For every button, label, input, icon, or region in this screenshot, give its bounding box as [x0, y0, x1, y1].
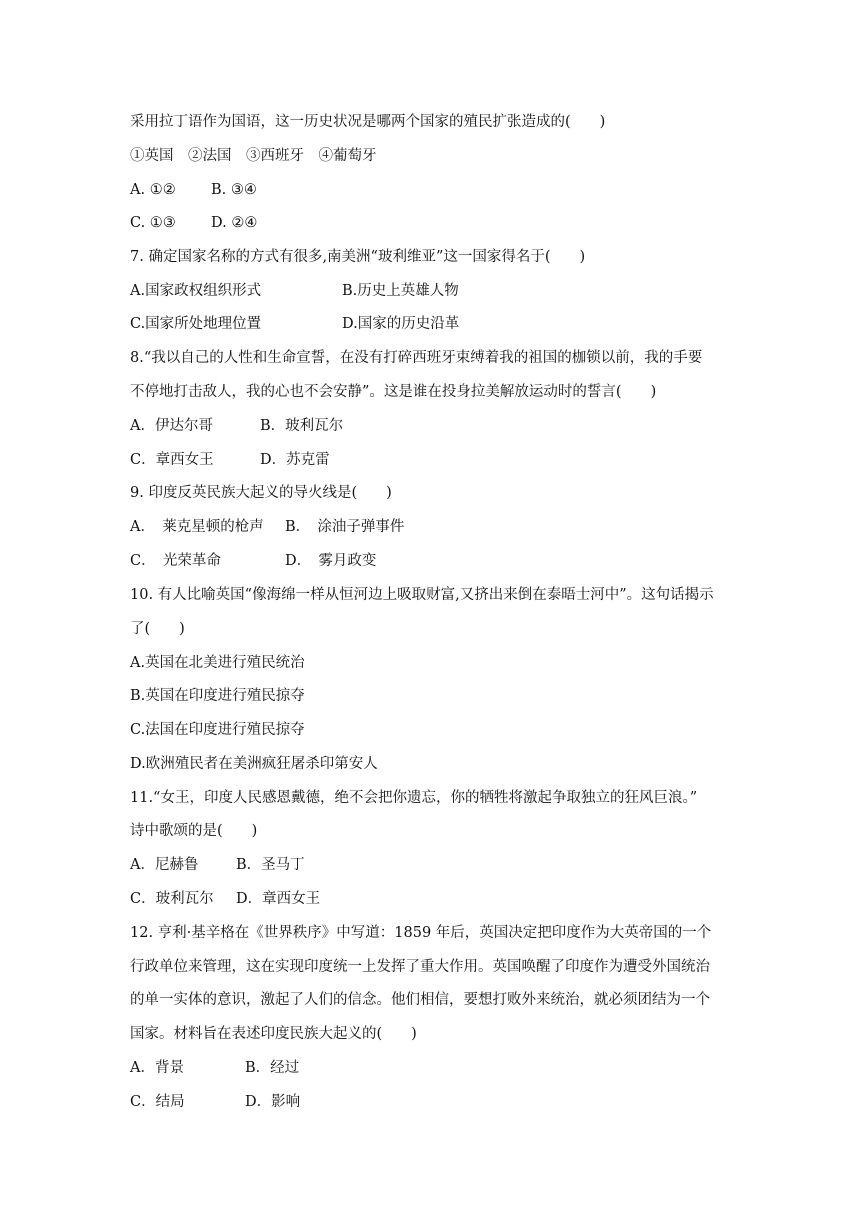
option-a: A．尼赫鲁	[130, 857, 199, 873]
option-row	[130, 889, 740, 909]
question-8-stem: 8.“我以自己的人性和生命宣誓，在没有打碎西班牙束缚着我的祖国的枷锁以前，我的手要	[130, 350, 703, 366]
question-12-stem-cont: 的单一实体的意识，激起了人们的信念。他们相信，要想打败外来统治，就必须团结为一个	[130, 992, 710, 1008]
option-a: A.英国在北美进行殖民统治	[130, 655, 305, 671]
option-b: B.英国在印度进行殖民掠夺	[130, 688, 305, 704]
option-d: D．章西女王	[236, 891, 321, 907]
option-c: C. ①③	[130, 215, 176, 231]
question-10-stem: 10. 有人比喻英国“像海绵一样从恒河边上吸取财富,又挤出来倒在泰晤士河中”。这句话揭示	[130, 587, 714, 603]
option-row	[130, 450, 740, 470]
option-a: A． 莱克星顿的枪声	[130, 519, 264, 535]
question-11-stem-cont: 诗中歌颂的是( )	[130, 823, 258, 839]
question-12-stem-cont: 国家。材料旨在表述印度民族大起义的( )	[130, 1026, 417, 1042]
option-d: D. ②④	[211, 215, 258, 231]
option-c: C．章西女王	[130, 452, 214, 468]
question-12-stem: 12. 亨利·基辛格在《世界秩序》中写道：1859 年后，英国决定把印度作为大英帝国的一个	[130, 925, 712, 941]
option-a: A.国家政权组织形式	[130, 283, 262, 299]
question-10-stem-cont: 了( )	[130, 621, 185, 637]
option-c: C．结局	[130, 1094, 185, 1110]
option-a: A. ①②	[130, 182, 176, 198]
option-row	[130, 281, 740, 301]
option-b: B．玻利瓦尔	[260, 418, 344, 434]
option-b: B．圣马丁	[236, 857, 305, 873]
option-row	[130, 416, 740, 436]
option-b: B． 涂油子弹事件	[285, 519, 405, 535]
question-11-stem: 11.“女王，印度人民感恩戴德，绝不会把你遗忘，你的牺牲将激起争取独立的狂风巨浪。”	[130, 790, 698, 806]
option-row	[130, 180, 740, 200]
option-c: C.法国在印度进行殖民掠夺	[130, 722, 305, 738]
option-b: B.历史上英雄人物	[342, 283, 459, 299]
option-d: D.国家的历史沿革	[342, 316, 460, 332]
question-6-options-list: ①英国 ②法国 ③西班牙 ④葡萄牙	[130, 148, 377, 164]
option-a: A．背景	[130, 1060, 184, 1076]
option-row	[130, 1092, 740, 1112]
option-d: D．影响	[245, 1094, 301, 1110]
question-12-stem-cont: 行政单位来管理，这在实现印度统一上发挥了重大作用。英国唤醒了印度作为遭受外国统治	[130, 959, 710, 975]
option-d: D.欧洲殖民者在美洲疯狂屠杀印第安人	[130, 756, 378, 772]
question-6-stem: 采用拉丁语作为国语，这一历史状况是哪两个国家的殖民扩张造成的( )	[130, 114, 606, 130]
option-b: B. ③④	[211, 182, 257, 198]
option-row	[130, 855, 740, 875]
option-row	[130, 213, 740, 233]
option-c: C． 光荣革命	[130, 553, 221, 569]
option-d: D． 雾月政变	[285, 553, 377, 569]
option-c: C．玻利瓦尔	[130, 891, 214, 907]
option-row	[130, 551, 740, 571]
question-8-stem-cont: 不停地打击敌人，我的心也不会安静”。这是谁在投身拉美解放运动时的誓言( )	[130, 384, 657, 400]
option-row	[130, 314, 740, 334]
question-7-stem: 7. 确定国家名称的方式有很多,南美洲“玻利维亚”这一国家得名于( )	[130, 249, 586, 265]
question-9-stem: 9. 印度反英民族大起义的导火线是( )	[130, 485, 392, 501]
option-row	[130, 1058, 740, 1078]
option-a: A．伊达尔哥	[130, 418, 213, 434]
option-row	[130, 517, 740, 537]
option-b: B．经过	[245, 1060, 300, 1076]
option-d: D．苏克雷	[260, 452, 330, 468]
option-c: C.国家所处地理位置	[130, 316, 262, 332]
